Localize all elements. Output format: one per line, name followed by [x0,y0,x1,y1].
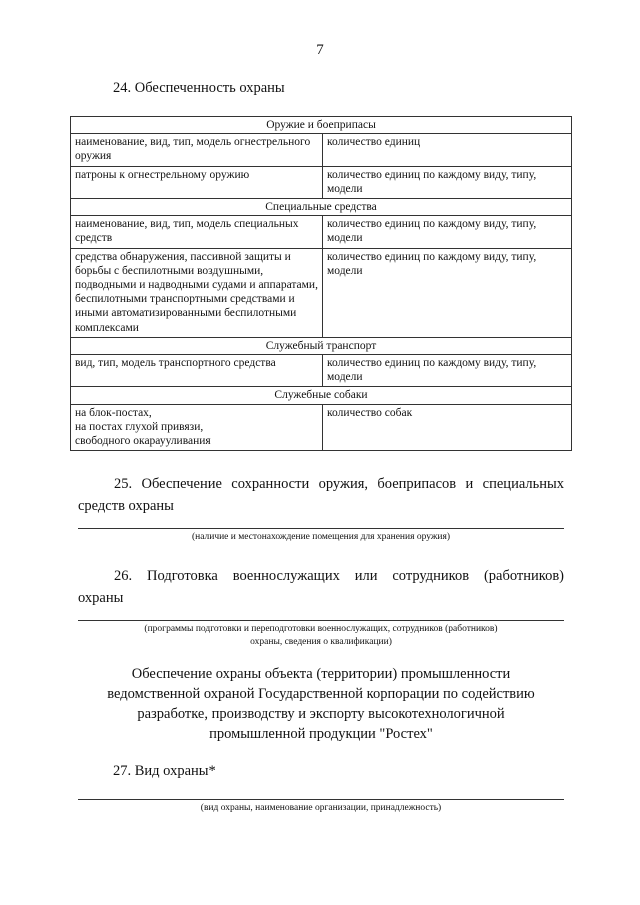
table-cell-quantity: количество единиц по каждому виду, типу, модели [323,166,572,198]
table-row [71,248,572,337]
table-row [71,216,572,248]
section-25-fill-line [78,528,564,529]
table-section-header: Служебные собаки [71,387,572,404]
table-cell-item: вид, тип, модель транспортного средства [71,355,323,387]
section-26-title-line1: 26. Подготовка военнослужащих или сотрудников (работников) [114,568,564,584]
section-24-title: 24. Обеспеченность охраны [113,80,285,96]
rostec-guard-heading-line3: разработке, производству и экспорту высокотехнологичной [137,706,505,722]
table-section-header: Оружие и боеприпасы [71,117,572,134]
table-cell-quantity: количество единиц по каждому виду, типу, модели [323,355,572,387]
table-row [71,134,572,166]
table-row [71,355,572,387]
table-cell-item: наименование, вид, тип, модель специальных средств [71,216,323,248]
section-25-title-line1: 25. Обеспечение сохранности оружия, боеприпасов и специальных [114,476,564,492]
table-cell-quantity: количество единиц по каждому виду, типу, модели [323,216,572,248]
rostec-guard-heading-line1: Обеспечение охраны объекта (территории) промышленности [131,666,511,682]
table-cell-quantity: количество собак [323,404,572,451]
table-cell-quantity: количество единиц по каждому виду, типу, модели [323,248,572,337]
section-26-caption [78,623,564,649]
section-27-title: 27. Вид охраны* [113,763,216,779]
rostec-guard-heading-line4: промышленной продукции "Ростех" [209,726,433,742]
table-row [71,166,572,198]
table-section-header-row [71,199,572,216]
section-27-caption: (вид охраны, наименование организации, принадлежность) [200,803,442,813]
section-27-fill-line [78,799,564,800]
table-row [71,404,572,451]
page-number: 7 [316,42,324,58]
table-cell-quantity: количество единиц [323,134,572,166]
section-25-title-line2: средств охраны [78,498,174,514]
section-25-caption: (наличие и местонахождение помещения для хранения оружия) [191,532,451,542]
table-section-header: Специальные средства [71,199,572,216]
section-26-caption-line1: (программы подготовки и переподготовки военнослужащих, сотрудников (работников) [144,624,498,634]
table-cell-item: средства обнаружения, пассивной защиты и борьбы с беспилотными воздушными, подводными и надводными судами и аппаратами, беспилотными транспортными средствами и иными автоматизированными беспилотными комплексами [71,248,323,337]
rostec-guard-heading-line2: ведомственной охраной Государственной корпорации по содействию [107,686,535,702]
section-26-caption-line2: охраны, сведения о квалификации) [250,637,392,647]
table-cell-item: на блок-постах, на постах глухой привязи, свободного окараууливания [71,404,323,451]
table-cell-item: наименование, вид, тип, модель огнестрельного оружия [71,134,323,166]
rostec-guard-heading [78,664,564,744]
table-section-header: Служебный транспорт [71,337,572,354]
section-26-title [78,565,564,609]
section-26-title-line2: охраны [78,590,124,606]
table-section-header-row [71,337,572,354]
table-cell-item: патроны к огнестрельному оружию [71,166,323,198]
security-equipment-table [70,116,572,451]
section-25-title [78,473,564,517]
table-section-header-row [71,117,572,134]
table-section-header-row [71,387,572,404]
section-26-fill-line [78,620,564,621]
